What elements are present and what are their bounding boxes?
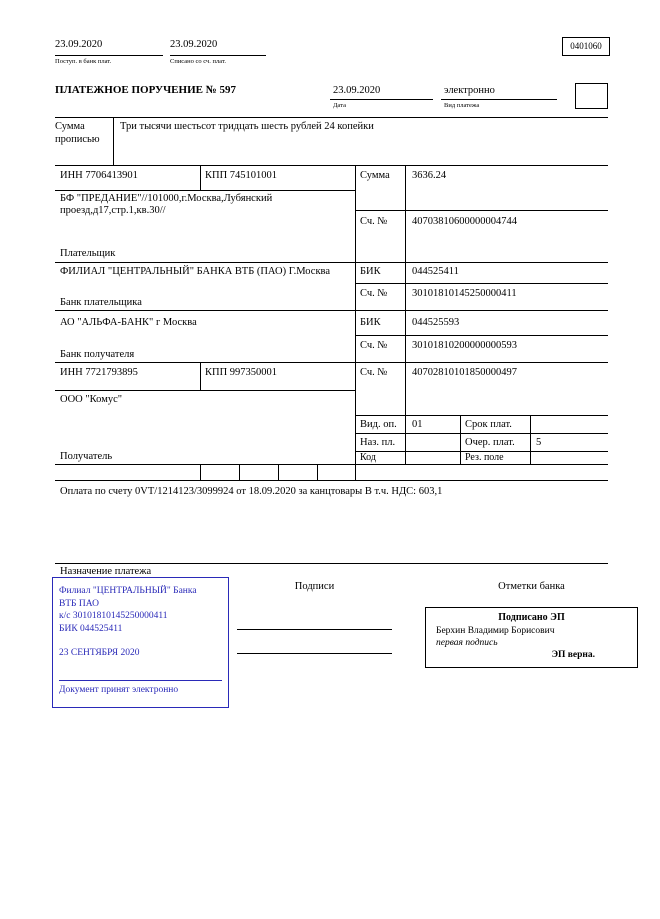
divider — [355, 433, 608, 434]
divider — [113, 117, 114, 165]
payer-kpp: КПП 745101001 — [205, 170, 278, 181]
signature-line — [237, 653, 392, 654]
term-label: Срок плат. — [465, 419, 512, 430]
divider — [170, 55, 266, 56]
divider — [200, 165, 201, 190]
payee-bank-name: АО "АЛЬФА-БАНК" г Москва — [60, 317, 197, 328]
e-signature-box — [425, 607, 638, 668]
document-date-label: Дата — [333, 102, 346, 109]
divider — [55, 390, 355, 391]
payee-inn: ИНН 7721793895 — [60, 367, 138, 378]
divider — [55, 55, 163, 56]
purpose-text: Оплата по счету 0VT/1214123/3099924 от 18.09.2020 за канцтовары В т.ч. НДС: 603,1 — [60, 486, 443, 497]
divider — [55, 165, 608, 166]
writeoff-date-label: Списано со сч. плат. — [170, 58, 226, 65]
stamp-note: Документ принят электронно — [59, 684, 179, 695]
form-code-box: 0401060 — [562, 37, 610, 56]
payee-account: 40702810101850000497 — [412, 367, 517, 378]
purpose-code-label: Наз. пл. — [360, 437, 396, 448]
op-type-label: Вид. оп. — [360, 419, 397, 430]
received-date-label: Поступ. в банк плат. — [55, 58, 112, 65]
payer-account: 40703810600000004744 — [412, 216, 517, 227]
bank-marks-label: Отметки банка — [498, 581, 565, 592]
payee-bank-account-label: Сч. № — [360, 340, 388, 351]
divider — [200, 464, 201, 480]
payee-bank-bik: 044525593 — [412, 317, 460, 328]
signatures-label: Подписи — [294, 581, 335, 592]
priority-value: 5 — [536, 437, 542, 448]
payer-account-label: Сч. № — [360, 216, 388, 227]
divider — [355, 210, 608, 211]
payer-bank-bik: 044525411 — [412, 266, 459, 277]
amount-label: Сумма — [360, 170, 390, 181]
esign-role: первая подпись — [436, 637, 498, 648]
document-title: ПЛАТЕЖНОЕ ПОРУЧЕНИЕ № 597 — [55, 84, 237, 96]
priority-label: Очер. плат. — [465, 437, 515, 448]
payer-bank-bik-label: БИК — [360, 266, 381, 277]
divider — [239, 464, 240, 480]
divider — [355, 283, 608, 284]
divider — [55, 464, 608, 465]
stamp-line-3: к/с 30101810145250000411 — [59, 611, 168, 622]
op-type-value: 01 — [412, 419, 423, 430]
divider — [278, 464, 279, 480]
divider — [317, 464, 318, 480]
divider — [55, 563, 608, 564]
payer-bank-account-label: Сч. № — [360, 288, 388, 299]
divider — [55, 480, 608, 481]
divider — [55, 362, 608, 363]
divider — [55, 117, 608, 118]
reserve-field-label: Рез. поле — [465, 452, 504, 463]
divider — [55, 190, 355, 191]
esign-title: Подписано ЭП — [498, 612, 565, 623]
payment-type-label: Вид платежа — [444, 102, 480, 109]
document-date: 23.09.2020 — [333, 85, 381, 96]
divider — [55, 262, 608, 263]
code-label: Код — [360, 452, 376, 463]
payee-name: ООО "Комус" — [60, 394, 123, 405]
payer-bank-section-label: Банк плательщика — [60, 297, 142, 308]
received-date: 23.09.2020 — [55, 39, 103, 50]
payee-bank-bik-label: БИК — [360, 317, 381, 328]
divider — [355, 335, 608, 336]
amount-value: 3636.24 — [412, 170, 447, 181]
payer-inn: ИНН 7706413901 — [60, 170, 138, 181]
field-101-box — [575, 83, 608, 109]
writeoff-date: 23.09.2020 — [170, 39, 218, 50]
divider — [441, 99, 557, 100]
divider — [55, 310, 608, 311]
amount-words-label-2: прописью — [55, 134, 100, 145]
bank-stamp — [52, 577, 229, 708]
payee-section-label: Получатель — [60, 451, 113, 462]
divider — [330, 99, 433, 100]
purpose-label: Назначение платежа — [60, 566, 152, 577]
amount-in-words: Три тысячи шестьсот тридцать шесть рублей 24 копейки — [120, 121, 374, 132]
stamp-line-1: Филиал "ЦЕНТРАЛЬНЫЙ" Банка — [59, 586, 197, 596]
esign-verdict: ЭП верна. — [551, 650, 595, 661]
payer-section-label: Плательщик — [60, 248, 116, 259]
divider — [355, 464, 356, 480]
divider — [530, 415, 531, 464]
stamp-divider — [59, 680, 222, 681]
stamp-line-4: БИК 044525411 — [59, 623, 123, 634]
divider — [200, 362, 201, 390]
payee-bank-account: 30101810200000000593 — [412, 340, 517, 351]
payee-kpp: КПП 997350001 — [205, 367, 278, 378]
signature-line — [237, 629, 392, 630]
divider — [460, 415, 461, 464]
payer-bank-name: ФИЛИАЛ "ЦЕНТРАЛЬНЫЙ" БАНКА ВТБ (ПАО) Г.Москва — [60, 266, 331, 277]
stamp-line-2: ВТБ ПАО — [59, 598, 99, 609]
divider — [355, 415, 608, 416]
esign-signer: Берхин Владимир Борисович — [436, 625, 555, 636]
stamp-date: 23 СЕНТЯБРЯ 2020 — [59, 648, 140, 659]
amount-words-label-1: Сумма — [55, 121, 85, 132]
payer-name: БФ "ПРЕДАНИЕ"//101000,г.Москва,Лубянский проезд,д17,стр.1,кв.30// — [60, 193, 273, 217]
payment-type: электронно — [444, 85, 495, 96]
payer-bank-account: 30101810145250000411 — [412, 288, 517, 299]
payee-bank-section-label: Банк получателя — [60, 349, 135, 360]
payee-account-label: Сч. № — [360, 367, 388, 378]
